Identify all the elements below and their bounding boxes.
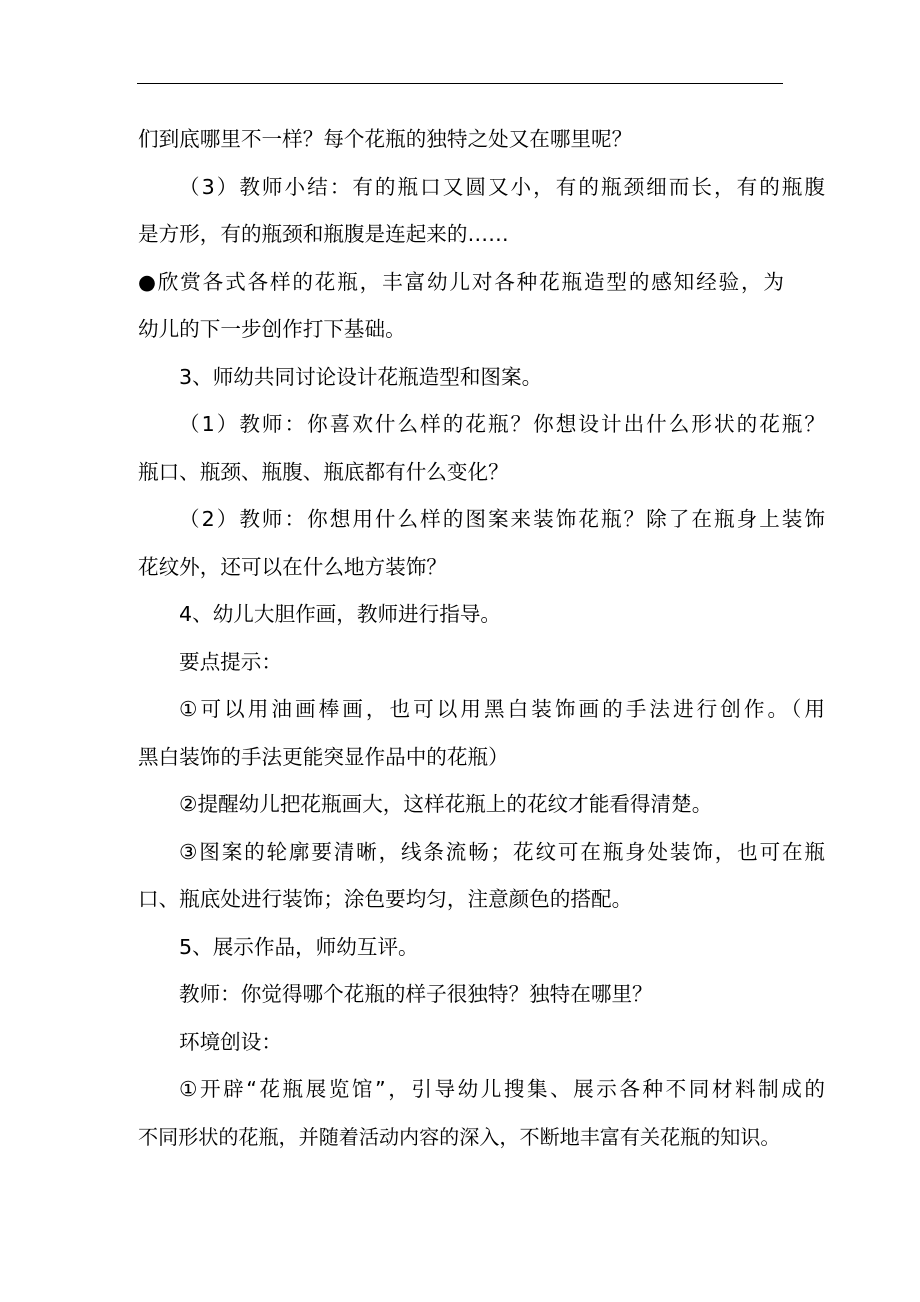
header-rule — [137, 83, 783, 84]
text-line: ②提醒幼儿把花瓶画大，这样花瓶上的花纹才能看得清楚。 — [179, 792, 713, 816]
text-line: 幼儿的下一步创作打下基础。 — [138, 317, 406, 341]
text-line: ●欣赏各式各样的花瓶，丰富幼儿对各种花瓶造型的感知经验，为 — [138, 269, 784, 294]
text-line: ①开辟“花瓶展览馆”，引导幼儿搜集、展示各种不同材料制成的 — [179, 1077, 825, 1101]
text-line: 花纹外，还可以在什么地方装饰？ — [138, 554, 447, 579]
text-line: 要点提示： — [179, 649, 282, 674]
text-line: 5、展示作品，师幼互评。 — [179, 934, 419, 959]
text-line: 环境创设： — [179, 1029, 282, 1054]
text-line: 教师：你觉得哪个花瓶的样子很独特？独特在哪里？ — [179, 982, 653, 1006]
text-line: 瓶口、瓶颈、瓶腹、瓶底都有什么变化？ — [138, 459, 509, 484]
text-line: 们到底哪里不一样？每个花瓶的独特之处又在哪里呢？ — [138, 127, 633, 151]
text-line: 口、瓶底处进行装饰；涂色要均匀，注意颜色的搭配。 — [138, 887, 633, 911]
text-line: 是方形，有的瓶颈和瓶腹是连起来的…… — [138, 222, 509, 246]
text-line: ①可以用油画棒画，也可以用黑白装饰画的手法进行创作。（用 — [179, 697, 825, 721]
text-line: ③图案的轮廓要清晰，线条流畅；花纹可在瓶身处装饰，也可在瓶 — [179, 839, 825, 864]
text-line: 黑白装饰的手法更能突显作品中的花瓶） — [138, 744, 509, 769]
text-line: （3）教师小结：有的瓶口又圆又小，有的瓶颈细而长，有的瓶腹 — [179, 174, 825, 199]
text-line: 不同形状的花瓶，并随着活动内容的深入，不断地丰富有关花瓶的知识。 — [138, 1124, 781, 1149]
document-body — [138, 116, 825, 1161]
text-line: （1）教师：你喜欢什么样的花瓶？你想设计出什么形状的花瓶？ — [179, 412, 825, 436]
text-line: （2）教师：你想用什么样的图案来装饰花瓶？除了在瓶身上装饰 — [179, 507, 825, 531]
text-line: 3、师幼共同讨论设计花瓶造型和图案。 — [179, 364, 543, 389]
text-line: 4、幼儿大胆作画，教师进行指导。 — [179, 602, 502, 626]
